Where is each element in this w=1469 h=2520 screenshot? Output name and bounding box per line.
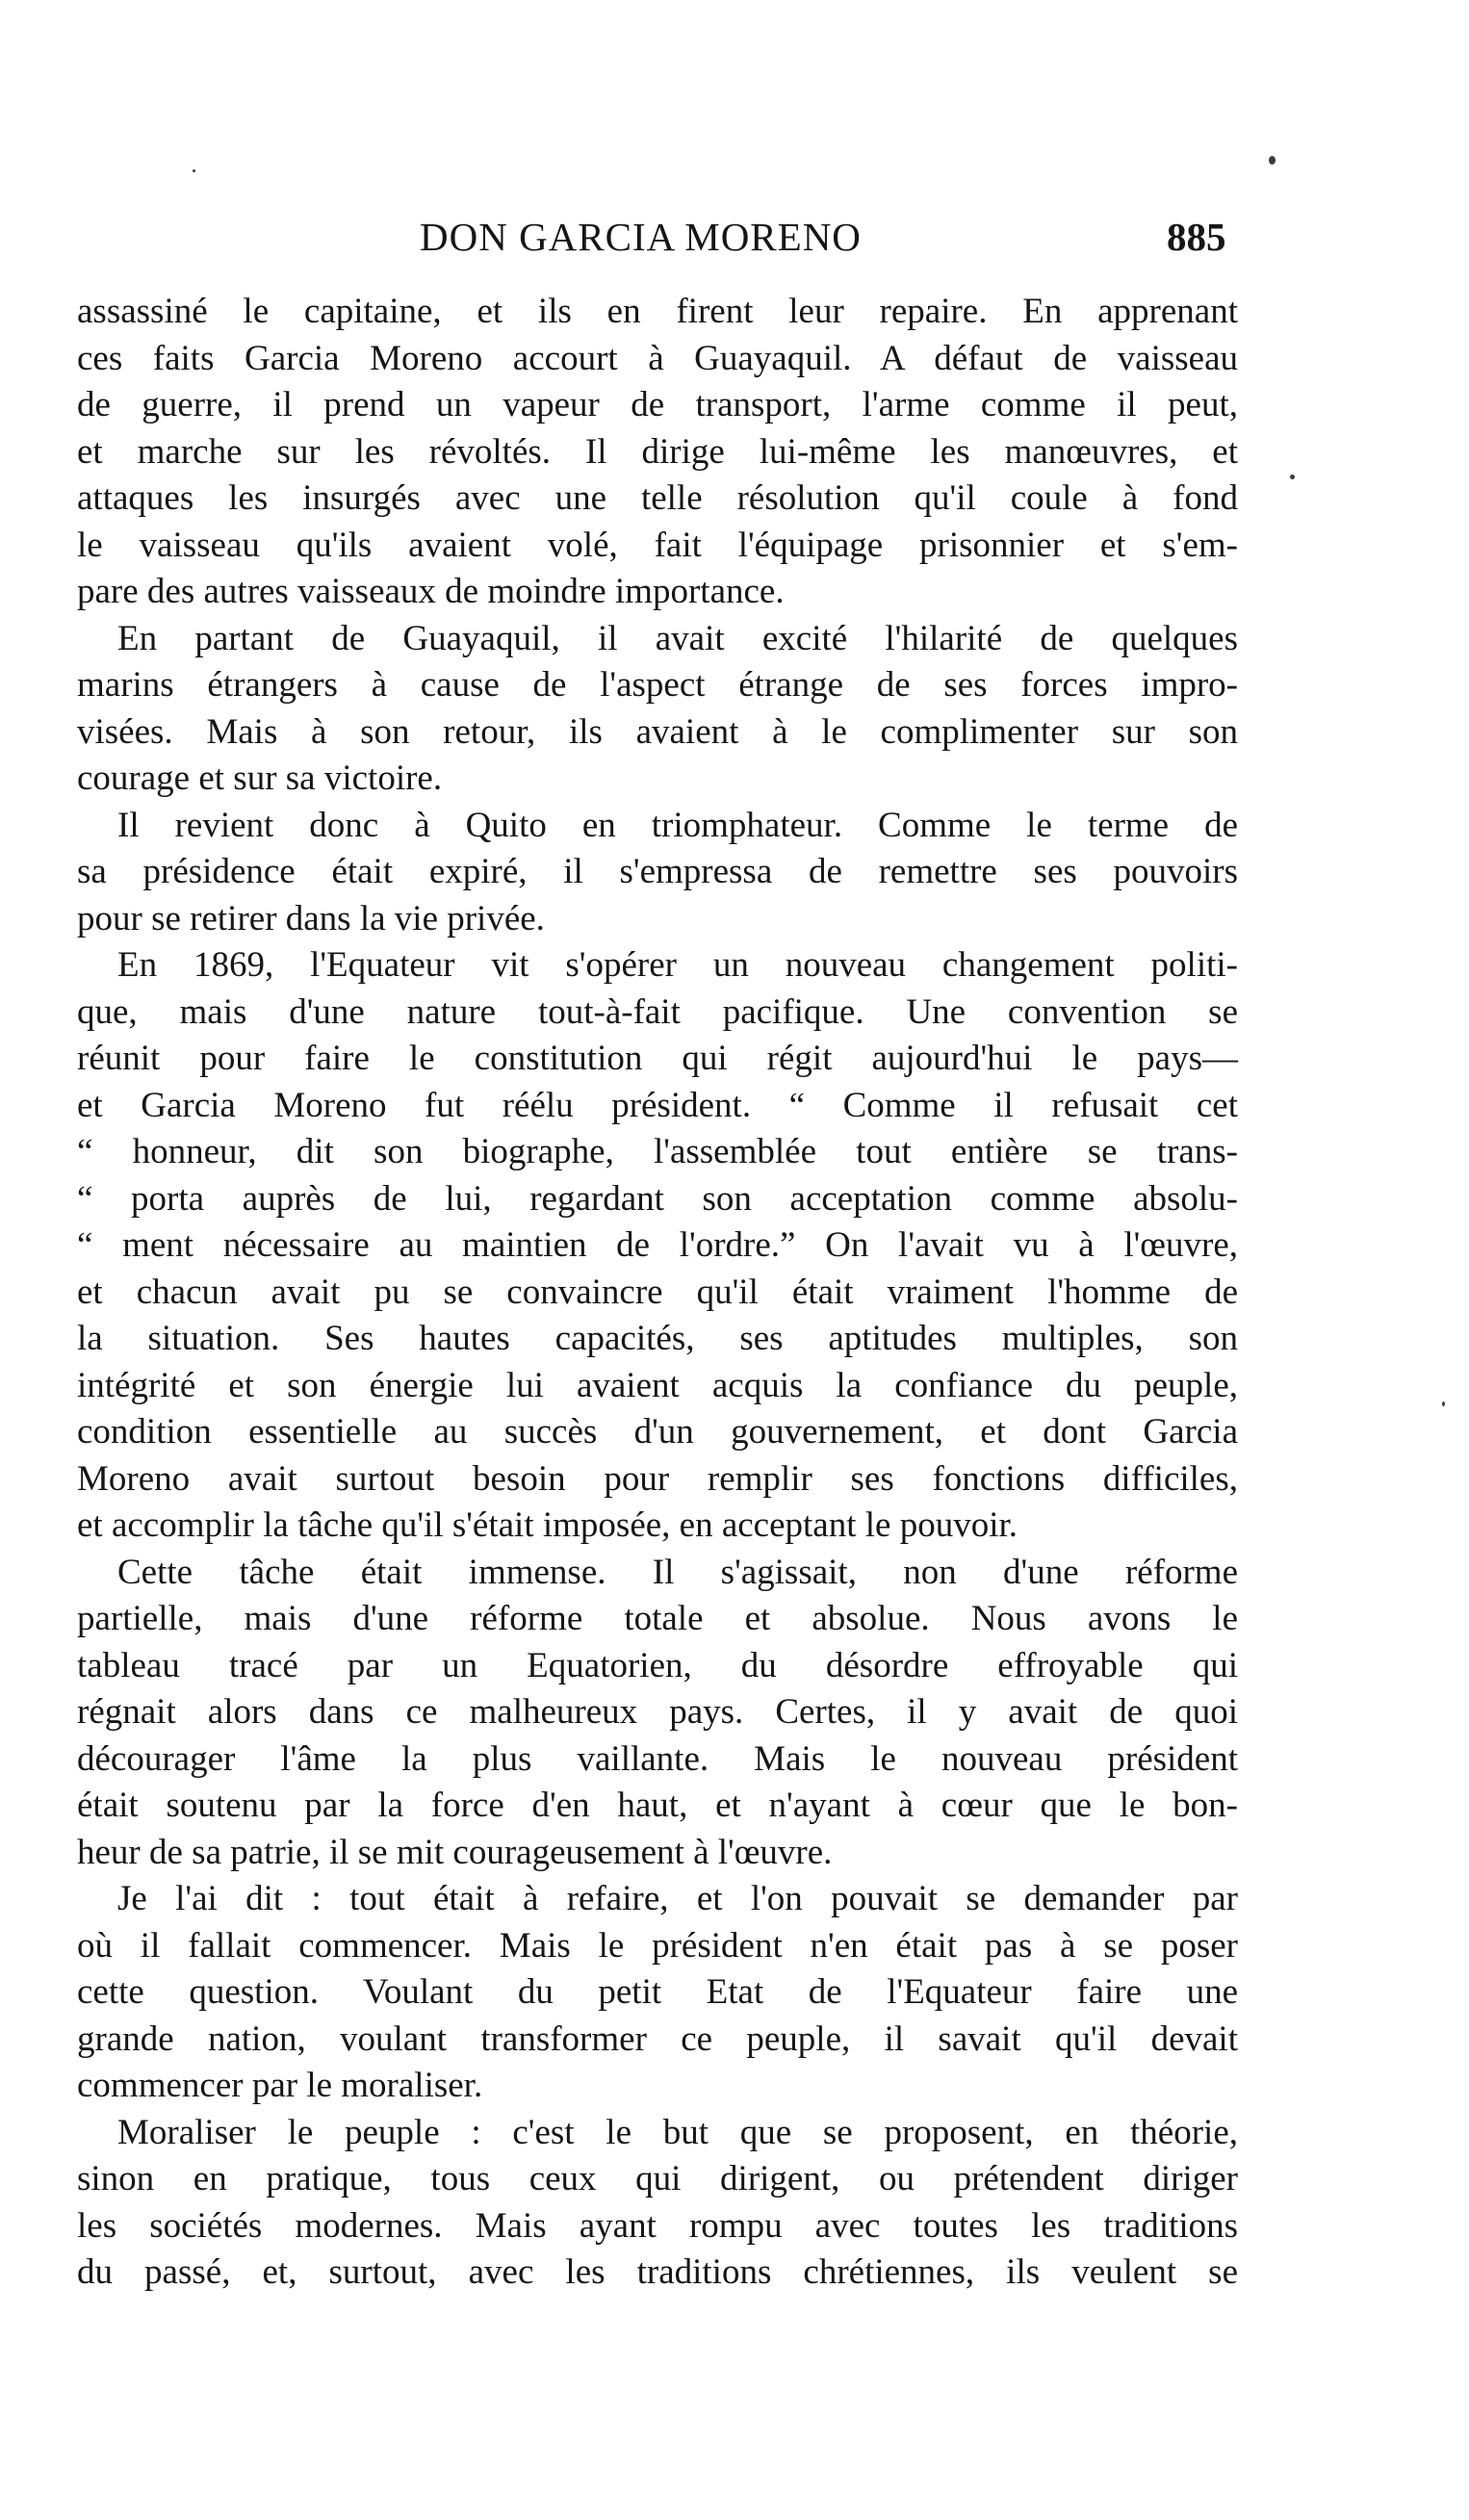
- text-line: sinon en pratique, tous ceux qui dirigent, ou prétendent diriger: [77, 2159, 1238, 2199]
- paragraph: [77, 1550, 1238, 1877]
- text-line: sa présidence était expiré, il s'empressa de remettre ses pouvoirs: [77, 852, 1238, 891]
- page-number: 885: [1167, 215, 1226, 259]
- text-line: la situation. Ses hautes capacités, ses aptitudes multiples, son: [77, 1319, 1238, 1358]
- text-line: En partant de Guayaquil, il avait excité l'hilarité de quelques: [117, 618, 1238, 658]
- paragraph: [77, 803, 1238, 943]
- text-line: heur de sa patrie, il se mit courageusement à l'œuvre.: [77, 1832, 833, 1872]
- text-line: réunit pour faire le constitution qui régit aujourd'hui le pays—: [77, 1039, 1238, 1078]
- paragraph: [77, 289, 1238, 616]
- text-line: grande nation, voulant transformer ce peuple, il savait qu'il devait: [77, 2019, 1238, 2059]
- text-line: partielle, mais d'une réforme totale et absolue. Nous avons le: [77, 1599, 1238, 1638]
- text-line: Cette tâche était immense. Il s'agissait, non d'une réforme: [117, 1552, 1238, 1592]
- text-line: En 1869, l'Equateur vit s'opérer un nouveau changement politi-: [117, 945, 1238, 985]
- text-line: Moreno avait surtout besoin pour remplir ses fonctions difficiles,: [77, 1458, 1238, 1499]
- scan-speck: [1290, 475, 1295, 479]
- text-line: pare des autres vaisseaux de moindre importance.: [77, 572, 785, 611]
- running-head: [0, 214, 1469, 264]
- text-line: pour se retirer dans la vie privée.: [77, 898, 545, 939]
- text-line: de guerre, il prend un vapeur de transport, l'arme comme il peut,: [77, 385, 1238, 424]
- paragraph: [77, 1876, 1238, 2110]
- text-line: visées. Mais à son retour, ils avaient à le complimenter sur son: [77, 711, 1238, 752]
- text-line: marins étrangers à cause de l'aspect étrange de ses forces impro-: [77, 665, 1238, 705]
- paragraph: [77, 616, 1238, 803]
- text-line: et Garcia Moreno fut réélu président. “ Comme il refusait cet: [77, 1085, 1238, 1125]
- text-line: que, mais d'une nature tout-à-fait pacifique. Une convention se: [77, 991, 1238, 1032]
- text-line: cette question. Voulant du petit Etat de l'Equateur faire une: [77, 1972, 1238, 2012]
- text-line: les sociétés modernes. Mais ayant rompu avec toutes les traditions: [77, 2205, 1238, 2246]
- text-line: intégrité et son énergie lui avaient acquis la confiance du peuple,: [77, 1365, 1238, 1405]
- text-line: et marche sur les révoltés. Il dirige lui-même les manœuvres, et: [77, 431, 1238, 472]
- running-title: DON GARCIA MORENO: [420, 215, 862, 259]
- paragraph: [77, 942, 1238, 1550]
- text-line: et chacun avait pu se convaincre qu'il était vraiment l'homme de: [77, 1272, 1238, 1312]
- text-line: du passé, et, surtout, avec les traditions chrétiennes, ils veulent se: [77, 2252, 1238, 2292]
- text-line: commencer par le moraliser.: [77, 2066, 483, 2105]
- text-line: attaques les insurgés avec une telle résolution qu'il coule à fond: [77, 478, 1238, 518]
- text-line: Je l'ai dit : tout était à refaire, et l'on pouvait se demander par: [117, 1879, 1238, 1918]
- text-line: était soutenu par la force d'en haut, et n'ayant à cœur que le bon-: [77, 1786, 1238, 1825]
- text-line: “ porta auprès de lui, regardant son acceptation comme absolu-: [77, 1178, 1238, 1219]
- text-line: ces faits Garcia Moreno accourt à Guayaquil. A défaut de vaisseau: [77, 338, 1238, 378]
- text-line: décourager l'âme la plus vaillante. Mais le nouveau président: [77, 1738, 1238, 1779]
- text-line: où il fallait commencer. Mais le président n'en était pas à se poser: [77, 1925, 1238, 1966]
- scan-speck: [1269, 156, 1276, 165]
- body-text: [77, 289, 1238, 2297]
- text-line: Moraliser le peuple : c'est le but que se proposent, en théorie,: [117, 2112, 1238, 2152]
- text-line: le vaisseau qu'ils avaient volé, fait l'équipage prisonnier et s'em-: [77, 525, 1238, 565]
- scan-speck: [193, 169, 195, 172]
- text-line: condition essentielle au succès d'un gouvernement, et dont Garcia: [77, 1412, 1238, 1452]
- text-line: régnait alors dans ce malheureux pays. Certes, il y avait de quoi: [77, 1692, 1238, 1732]
- text-line: courage et sur sa victoire.: [77, 759, 443, 798]
- paragraph: [77, 2110, 1238, 2297]
- text-line: “ honneur, dit son biographe, l'assemblée tout entière se trans-: [77, 1132, 1238, 1171]
- text-line: Il revient donc à Quito en triomphateur. Comme le terme de: [117, 805, 1238, 845]
- text-line: et accomplir la tâche qu'il s'était imposée, en acceptant le pouvoir.: [77, 1505, 1018, 1545]
- text-line: “ ment nécessaire au maintien de l'ordre.” On l'avait vu à l'œuvre,: [77, 1225, 1238, 1265]
- text-line: assassiné le capitaine, et ils en firent leur repaire. En apprenant: [77, 292, 1238, 331]
- scan-speck: [1442, 1401, 1445, 1406]
- text-line: tableau tracé par un Equatorien, du désordre effroyable qui: [77, 1645, 1238, 1685]
